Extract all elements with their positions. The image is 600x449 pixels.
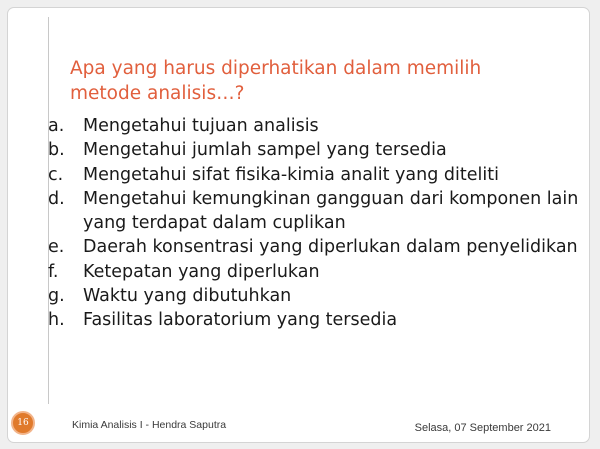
page-number-badge: 16 [11,411,35,435]
list-item-letter: c. [48,164,64,185]
list-item [48,187,588,236]
list-item [48,284,588,308]
list-item-text: Mengetahui jumlah sampel yang tersedia [83,140,447,161]
list-item-text: Ketepatan yang diperlukan [83,261,320,282]
list-item [48,235,588,259]
list-item [48,260,588,284]
footer-date: Selasa, 07 September 2021 [414,422,551,434]
list-item [48,163,588,187]
slide-title [70,56,570,106]
list-item-text: Waktu yang dibutuhkan [83,286,292,307]
footer-author: Kimia Analisis I - Hendra Saputra [72,419,227,431]
list-item-text: Mengetahui sifat fisika-kimia analit yang diteliti [83,164,499,185]
list-item-letter: b. [48,140,65,161]
criteria-list [48,114,588,333]
list-item-letter: g. [48,286,65,307]
list-item-text: Daerah konsentrasi yang diperlukan dalam penyelidikan [83,237,578,258]
list-item-text: Fasilitas laboratorium yang tersedia [83,310,398,331]
slide [7,7,590,443]
list-item-letter: d. [48,188,65,209]
title-line-2: metode analisis…? [70,83,245,104]
list-item-text: Mengetahui kemungkinan gangguan dari komponen lain yang terdapat dalam cuplikan [83,188,579,234]
list-item-letter: f. [48,261,59,282]
list-item-text: Mengetahui tujuan analisis [83,116,319,136]
list-item-letter: e. [48,237,65,258]
list-item [48,114,588,138]
title-line-1: Apa yang harus diperhatikan dalam memilih [70,58,482,79]
list-item-letter: h. [48,310,65,331]
list-item [48,308,588,332]
list-item [48,138,588,162]
list-item-letter: a. [48,116,65,136]
